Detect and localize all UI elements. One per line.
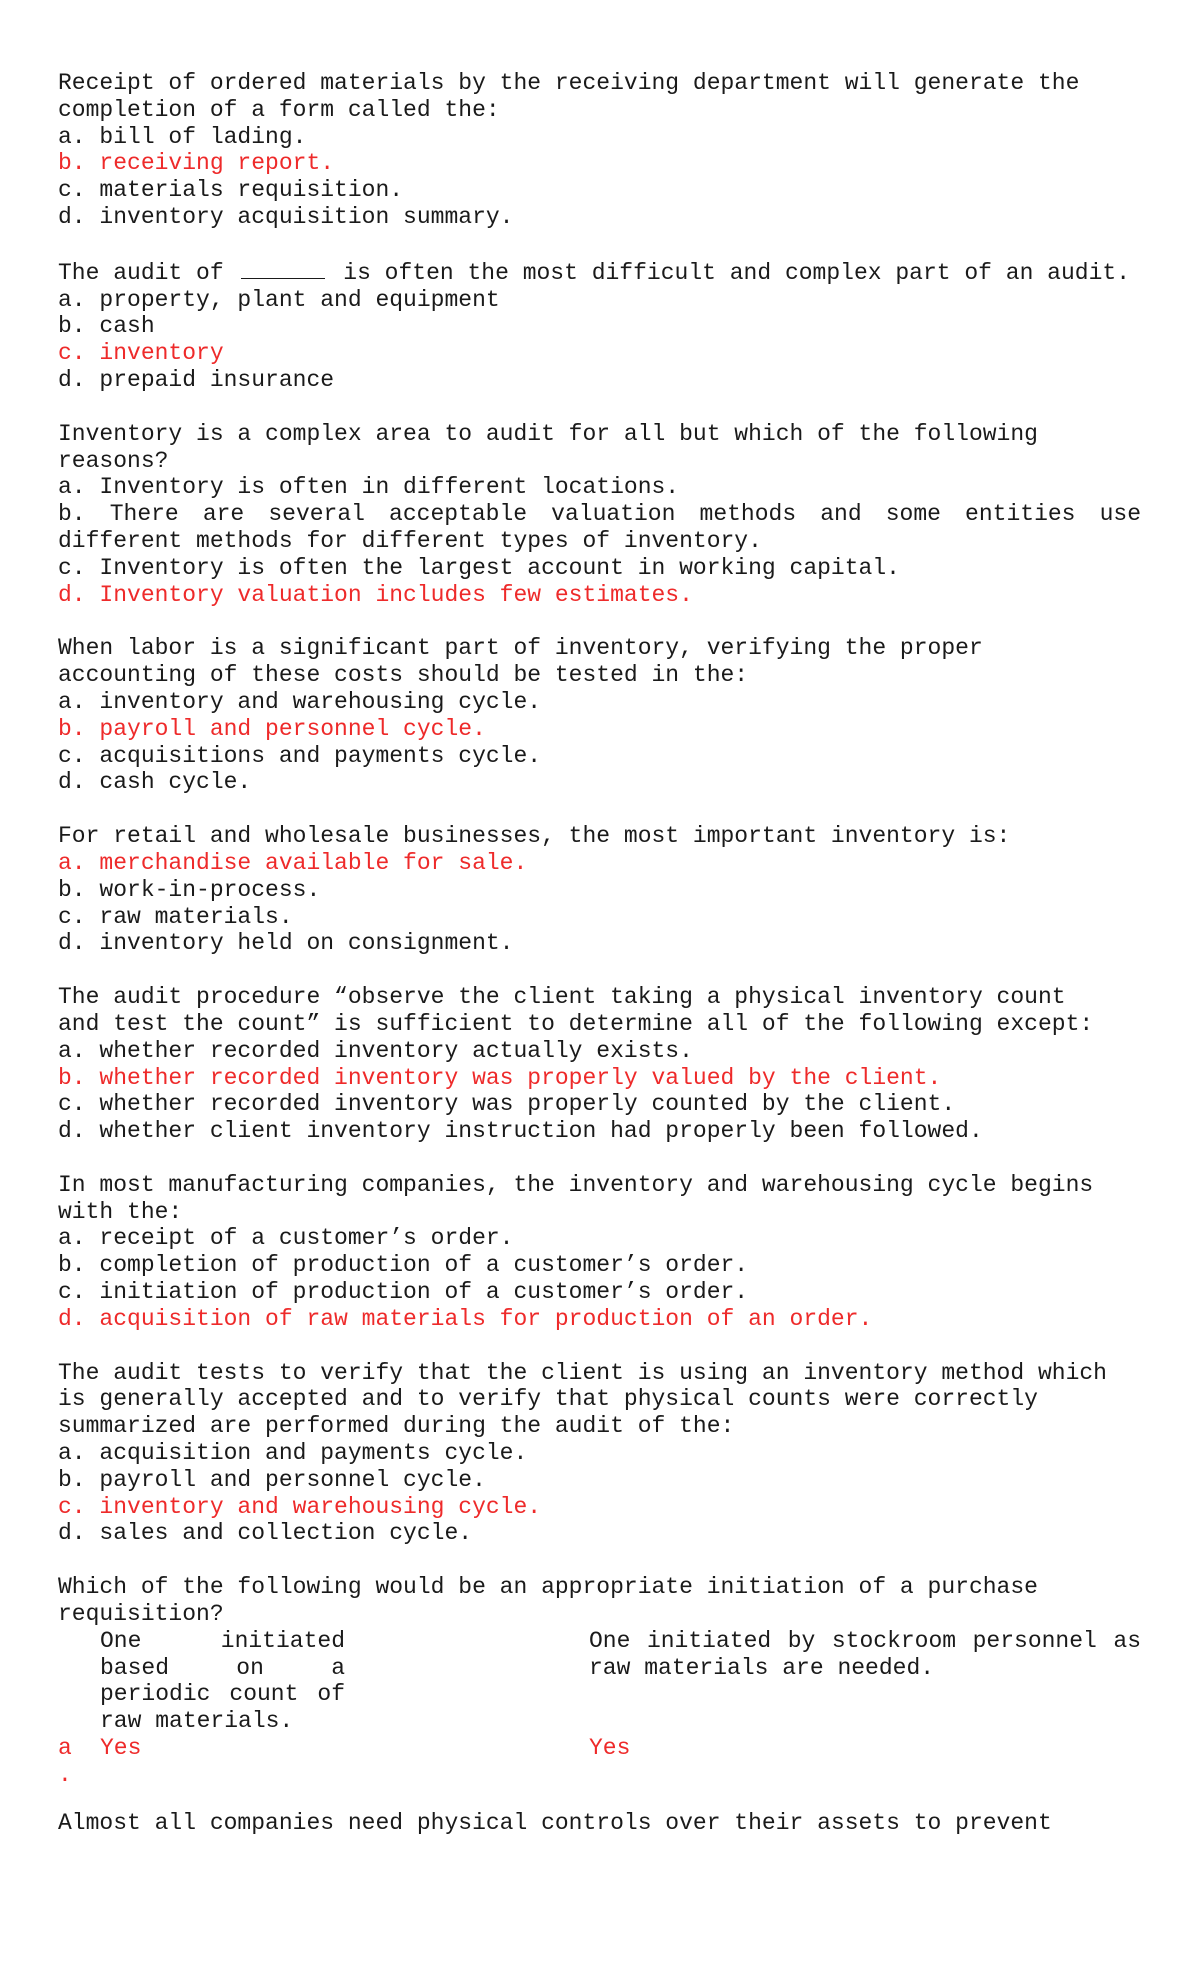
question-5	[58, 823, 1141, 957]
question-stem-line: accounting of these costs should be tested in the:	[58, 662, 749, 689]
option-a: a. property, plant and equipment	[58, 286, 500, 313]
question-stem-line: For retail and wholesale businesses, the most important inventory is:	[58, 823, 1011, 850]
option-b: b. work-in-process.	[58, 876, 321, 903]
question-stem-line: reasons?	[58, 447, 169, 474]
stem-before-blank: The audit of	[58, 259, 224, 286]
answer-row-dot: .	[58, 1761, 72, 1788]
question-stem-line: The audit tests to verify that the client is using an inventory method which	[58, 1359, 1107, 1386]
question-stem-line: and test the count” is sufficient to determine all of the following except:	[58, 1010, 1094, 1037]
answer-row-col1: Yes	[100, 1734, 142, 1761]
question-stem-line: Which of the following would be an appropriate initiation of a purchase	[58, 1574, 1038, 1601]
question-stem-line: In most manufacturing companies, the inventory and warehousing cycle begins	[58, 1171, 1094, 1198]
option-d: d. cash cycle.	[58, 769, 252, 796]
option-b: b. There are several acceptable valuation methods and some entities use different methods for different types of inventory.	[58, 501, 1141, 554]
table-header-col2: One initiated by stockroom personnel as raw materials are needed.	[589, 1627, 1141, 1681]
question-stem-line: is generally accepted and to verify that physical counts were correctly	[58, 1386, 1038, 1413]
question-7	[58, 1172, 1141, 1333]
option-c: c. Inventory is often the largest account in working capital.	[58, 554, 900, 581]
option-c: c. raw materials.	[58, 903, 293, 930]
question-3	[58, 421, 1141, 609]
question-2	[58, 258, 1141, 394]
option-a: a. bill of lading.	[58, 123, 307, 150]
option-c: c. initiation of production of a customer’s order.	[58, 1279, 749, 1306]
option-a: a. whether recorded inventory actually exists.	[58, 1037, 693, 1064]
question-stem-line: completion of a form called the:	[58, 96, 500, 123]
option-d: d. inventory held on consignment.	[58, 930, 514, 957]
question-10	[58, 1810, 1141, 1837]
option-d: d. sales and collection cycle.	[58, 1520, 473, 1547]
question-stem-line: requisition?	[58, 1601, 224, 1628]
option-d-correct: d. Inventory valuation includes few estimates.	[58, 581, 693, 608]
option-d: d. inventory acquisition summary.	[58, 203, 514, 230]
question-stem-line: Almost all companies need physical controls over their assets to prevent	[58, 1809, 1052, 1836]
question-6	[58, 984, 1141, 1145]
option-c: c. materials requisition.	[58, 177, 404, 204]
option-d: d. prepaid insurance	[58, 366, 335, 393]
answer-row-col2: Yes	[589, 1734, 631, 1761]
option-d-correct: d. acquisition of raw materials for production of an order.	[58, 1305, 873, 1332]
option-a-correct: a. merchandise available for sale.	[58, 849, 528, 876]
stem-after-blank: is often the most difficult and complex part of an audit.	[343, 259, 1130, 286]
question-9	[58, 1574, 1141, 1788]
question-8	[58, 1360, 1141, 1548]
question-stem-line: Inventory is a complex area to audit for all but which of the following	[58, 420, 1038, 447]
option-b: b. completion of production of a customer’s order.	[58, 1252, 749, 1279]
answer-blank	[241, 258, 325, 279]
question-stem-line: The audit procedure “observe the client taking a physical inventory count	[58, 984, 1066, 1011]
question-stem-line: summarized are performed during the audit of the:	[58, 1413, 735, 1440]
option-b-correct: b. whether recorded inventory was properly valued by the client.	[58, 1064, 942, 1091]
answer-table	[58, 1627, 1141, 1788]
option-c-correct: c. inventory	[58, 340, 224, 367]
option-b-correct: b. receiving report.	[58, 150, 335, 177]
question-4	[58, 635, 1141, 796]
option-b: b. payroll and personnel cycle.	[58, 1466, 486, 1493]
option-a: a. Inventory is often in different locations.	[58, 474, 680, 501]
answer-row-letter: a	[58, 1734, 72, 1761]
option-c: c. acquisitions and payments cycle.	[58, 742, 542, 769]
question-stem-line: Receipt of ordered materials by the receiving department will generate the	[58, 70, 1080, 96]
option-a: a. inventory and warehousing cycle.	[58, 688, 542, 715]
option-c: c. whether recorded inventory was properly counted by the client.	[58, 1091, 956, 1118]
option-b-correct: b. payroll and personnel cycle.	[58, 715, 486, 742]
table-header-col1: One initiated based on a periodic count of raw materials.	[100, 1627, 345, 1735]
question-stem-line: When labor is a significant part of inventory, verifying the proper	[58, 635, 983, 662]
option-c-correct: c. inventory and warehousing cycle.	[58, 1493, 542, 1520]
option-a: a. receipt of a customer’s order.	[58, 1225, 514, 1252]
quiz-document	[58, 70, 1141, 1864]
option-a: a. acquisition and payments cycle.	[58, 1440, 528, 1467]
option-d: d. whether client inventory instruction had properly been followed.	[58, 1118, 983, 1145]
option-b: b. cash	[58, 313, 155, 340]
question-stem-line: with the:	[58, 1198, 183, 1225]
question-1	[58, 70, 1141, 231]
question-stem	[58, 258, 1141, 287]
